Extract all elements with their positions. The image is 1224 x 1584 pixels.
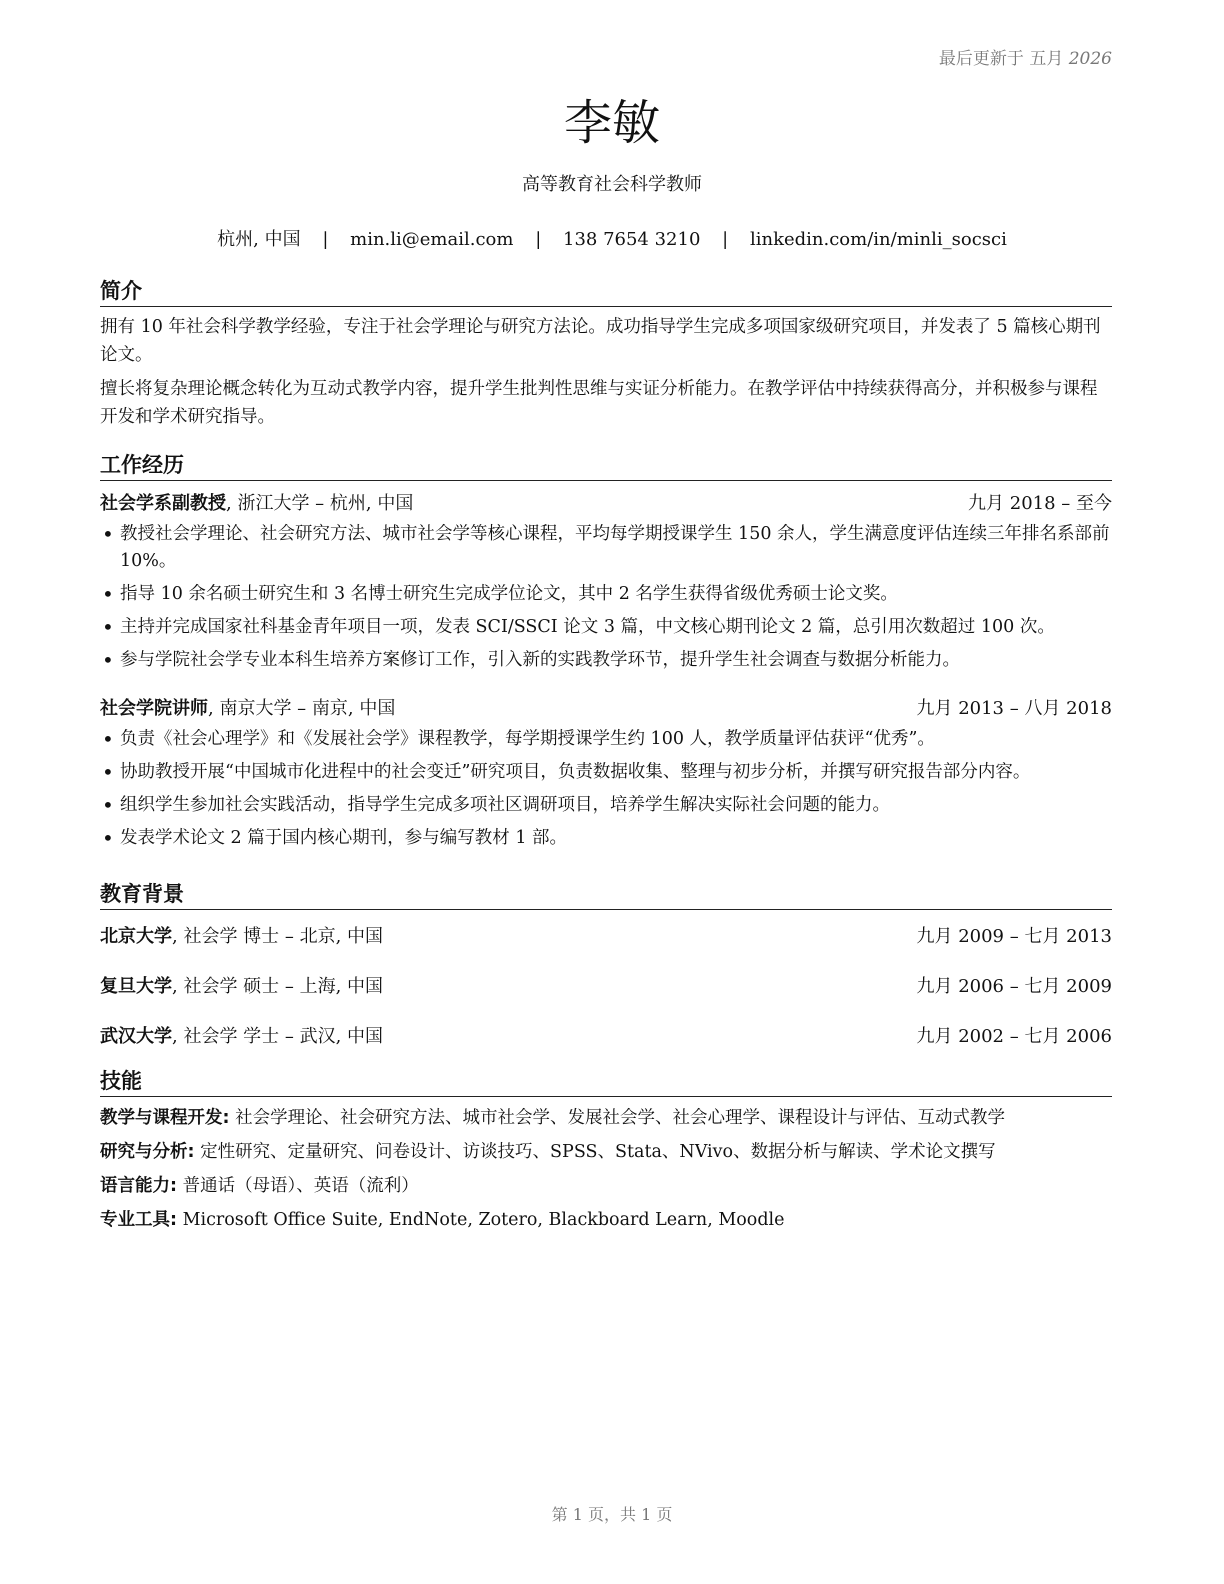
job-header [100,696,1112,722]
contact-email[interactable]: min.li@email.com [350,229,514,250]
contact-linkedin[interactable]: linkedin.com/in/minli_socsci [749,229,1007,250]
contact-line [0,225,1224,251]
skill-label: 语言能力: [100,1176,177,1196]
education-section [100,881,1112,1050]
summary-paragraph: 擅长将复杂理论概念转化为互动式教学内容，提升学生批判性思维与实证分析能力。在教学评估中持续获得高分，并积极参与课程开发和学术研究指导。 [100,379,1098,427]
skill-value: Microsoft Office Suite, EndNote, Zotero, Blackboard Learn, Moodle [177,1210,785,1230]
job-bullet: • 教授社会学理论、社会研究方法、城市社会学等核心课程，平均每学期授课学生 150 余人，学生满意度评估连续三年排名系部前 10%。 [100,521,1112,575]
education-entry [100,974,1112,1000]
job-header [100,491,1112,517]
skill-label: 研究与分析: [100,1142,195,1162]
skill-label: 教学与课程开发: [100,1108,230,1128]
last-updated-label: 最后更新于 [938,49,1024,69]
education-dates: 九月 2002 – 七月 2006 [916,1026,1112,1047]
last-updated-month: 五月 [1029,49,1064,69]
skill-row [100,1139,1112,1165]
experience-section [100,452,1112,858]
education-dates: 九月 2006 – 七月 2009 [916,976,1112,997]
last-updated [939,44,1112,69]
page-footer: 第 1 页，共 1 页 [551,1505,673,1524]
school-name: 复旦大学 [100,976,172,997]
contact-separator: | [722,229,729,250]
job-bullet: • 主持并完成国家社科基金青年项目一项，发表 SCI/SSCI 论文 3 篇，中文核心期刊论文 2 篇，总引用次数超过 100 次。 [100,614,1112,641]
job-entry [100,696,1112,852]
degree-detail: , 社会学 硕士 – 上海, 中国 [172,976,384,997]
job-dates: 九月 2013 – 八月 2018 [916,698,1112,719]
job-detail: , 浙江大学 – 杭州, 中国 [226,493,414,514]
skill-value: 普通话（母语）、英语（流利） [177,1176,419,1196]
job-bullet: • 参与学院社会学专业本科生培养方案修订工作，引入新的实践教学环节，提升学生社会调查与数据分析能力。 [100,647,1112,674]
section-title: 技能 [100,1068,1112,1097]
skill-value: 社会学理论、社会研究方法、城市社会学、发展社会学、社会心理学、课程设计与评估、互动式教学 [229,1108,1006,1128]
job-bullet: • 负责《社会心理学》和《发展社会学》课程教学，每学期授课学生约 100 人，教学质量评估获评“优秀”。 [100,726,1112,753]
job-entry [100,491,1112,674]
contact-location: 杭州, 中国 [217,229,301,250]
job-position: 社会学院讲师 [100,698,208,719]
contact-phone: 138 7654 3210 [563,229,701,250]
summary-section [100,278,1112,431]
skill-row [100,1105,1112,1131]
education-dates: 九月 2009 – 七月 2013 [916,926,1112,947]
skill-row [100,1173,1112,1199]
job-position: 社会学系副教授 [100,493,226,514]
job-dates: 九月 2018 – 至今 [968,493,1112,514]
tagline: 高等教育社会科学教师 [522,174,702,195]
education-entry [100,924,1112,950]
summary-paragraph: 拥有 10 年社会科学教学经验，专注于社会学理论与研究方法论。成功指导学生完成多项国家级研究项目，并发表了 5 篇核心期刊论文。 [100,317,1101,365]
skill-label: 专业工具: [100,1210,177,1230]
skill-row [100,1207,1112,1233]
skills-section [100,1068,1112,1233]
skill-value: 定性研究、定量研究、问卷设计、访谈技巧、SPSS、Stata、NVivo、数据分析与解读、学术论文撰写 [194,1142,996,1162]
job-bullet: • 指导 10 余名硕士研究生和 3 名博士研究生完成学位论文，其中 2 名学生获得省级优秀硕士论文奖。 [100,581,1112,608]
school-name: 北京大学 [100,926,172,947]
job-bullet: • 组织学生参加社会实践活动，指导学生完成多项社区调研项目，培养学生解决实际社会问题的能力。 [100,792,1112,819]
section-title: 简介 [100,278,1112,307]
job-bullet: • 发表学术论文 2 篇于国内核心期刊，参与编写教材 1 部。 [100,825,1112,852]
contact-separator: | [535,229,542,250]
section-title: 工作经历 [100,452,1112,481]
job-bullets [100,726,1112,852]
job-detail: , 南京大学 – 南京, 中国 [208,698,396,719]
degree-detail: , 社会学 博士 – 北京, 中国 [172,926,384,947]
job-bullet: • 协助教授开展“中国城市化进程中的社会变迁”研究项目，负责数据收集、整理与初步分析，并撰写研究报告部分内容。 [100,759,1112,786]
education-entry [100,1024,1112,1050]
school-name: 武汉大学 [100,1026,172,1047]
last-updated-year: 2026 [1068,49,1112,69]
job-bullets [100,521,1112,674]
degree-detail: , 社会学 学士 – 武汉, 中国 [172,1026,384,1047]
candidate-name: 李敏 [563,95,660,151]
contact-separator: | [322,229,329,250]
section-title: 教育背景 [100,881,1112,910]
